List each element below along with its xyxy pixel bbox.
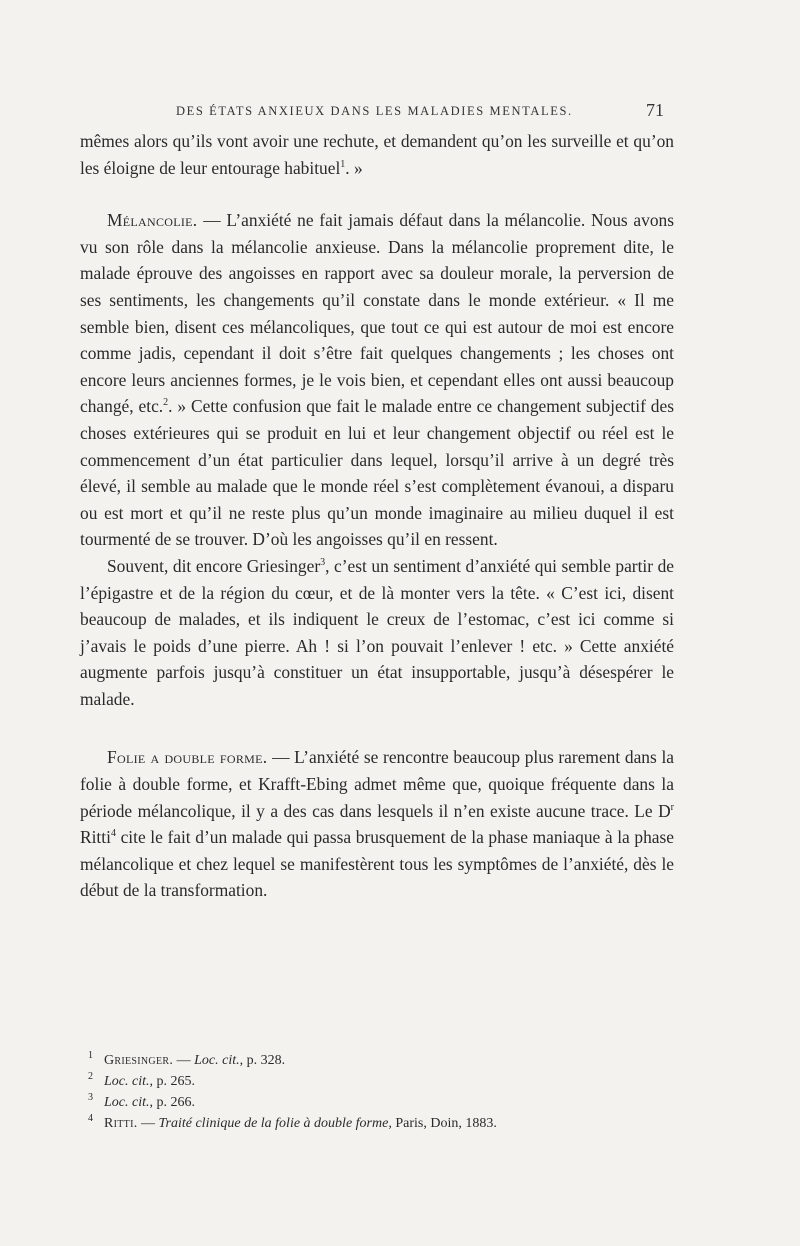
main-text xyxy=(80,128,674,904)
footnote-author: Griesinger. xyxy=(104,1053,174,1068)
footnote-ref: Traité clinique de la folie à double forme, xyxy=(158,1116,392,1131)
paragraph-2-text-b: . » Cette confusion que fait le malade entre ce changement subjectif des choses extérieures qui se produit en lui et leur changement objectif ou réel est le commencement d’un état particulier dans lequel, lorsqu’il arrive à un degré très élevé, il semble au malade que le monde réel s’est complètement évanoui, a disparu ou est mort et qu’il ne reste plus qu’un monde imaginaire au milieu duquel il est tourmenté de se trouver. D’où les angoisses qu’il en ressent. xyxy=(80,396,674,550)
paragraph-2-text-a: — L’anxiété ne fait jamais défaut dans la mélancolie. Nous avons vu son rôle dans la mélancolie anxieuse. Dans la mélancolie proprement dite, le malade éprouve des angoisses en rapport avec sa douleur morale, la perversion de ses sentiments, les changements qu’il constate dans le monde extérieur. « Il me semble bien, disent ces mélancoliques, que tout ce qui est autour de moi est encore comme jadis, cependant il doit s’être fait quelques changements ; les choses ont encore leurs anciennes formes, je le vois bien, et cependant elles ont aussi beaucoup changé, etc. xyxy=(80,210,674,417)
paragraph-melancolie xyxy=(80,207,674,553)
footnote-3: 3 Loc. cit., p. 266. xyxy=(88,1092,195,1110)
section-heading-melancolie: Mélancolie. xyxy=(107,210,198,231)
paragraph-griesinger xyxy=(80,553,674,713)
footnote-author: Ritti. xyxy=(104,1116,138,1131)
footnote-ref: Loc. cit. xyxy=(104,1074,150,1089)
footnote-rest: Paris, Doin, 1883. xyxy=(391,1116,497,1131)
paragraph-4-text-a: — L’anxiété se rencontre beaucoup plus rarement dans la folie à double forme, et Krafft-Ebing admet même que, quoique fréquente dans la période mélancolique, il y a des cas dans lesquels il n’en existe aucune trace. Le D xyxy=(80,747,674,821)
page-number: 71 xyxy=(646,100,664,120)
footnote-rest: , p. 328. xyxy=(239,1053,286,1068)
running-title: DES ÉTATS ANXIEUX DANS LES MALADIES MENTALES. xyxy=(176,104,573,118)
paragraph-1 xyxy=(80,128,674,181)
paragraph-3-text-b: , c’est un sentiment d’anxiété qui semble partir de l’épigastre et de la région du cœur, et de là monter vers la tête. « C’est ici, disent beaucoup de malades, et ils indiquent le creux de l’estomac, c’est ici comme si j’avais le poids d’une pierre. Ah ! si l’on pouvait l’enlever ! etc. » Cette anxiété augmente parfois jusqu’à constituer un état insupportable, jusqu’à désespérer le malade. xyxy=(80,555,675,709)
footnote-4: 4 Ritti. — Traité clinique de la folie à double forme, Paris, Doin, 1883. xyxy=(88,1113,497,1131)
footnote-ref: Loc. cit. xyxy=(194,1053,240,1068)
footnote-ref-2[interactable]: 2 xyxy=(163,397,169,409)
paragraph-folie-double-forme xyxy=(80,744,674,904)
footnote-rest: , p. 265. xyxy=(149,1074,195,1089)
paragraph-3-text-a: Souvent, dit encore Griesinger xyxy=(107,555,321,576)
doctor-abbrev-sup: r xyxy=(670,801,674,813)
footnote-ref-4[interactable]: 4 xyxy=(110,828,116,840)
paragraph-1-text: mêmes alors qu’ils vont avoir une rechute, et demandent qu’on les surveille et qu’on les éloigne de leur entourage habituel xyxy=(80,131,674,178)
paragraph-4-text-c: cite le fait d’un malade qui passa brusquement de la phase maniaque à la phase mélancolique et chez lequel se manifestèrent tous les symptômes de l’anxiété, dès le début de la transformation. xyxy=(80,827,674,901)
paragraph-1-end: . » xyxy=(345,157,363,178)
footnote-1: 1 Griesinger. — Loc. cit., p. 328. xyxy=(88,1050,286,1068)
paragraph-4-text-b: Ritti xyxy=(80,827,111,848)
section-heading-folie: Folie a double forme. xyxy=(107,747,268,768)
footnote-sep: — xyxy=(173,1053,195,1068)
footnote-ref-1[interactable]: 1 xyxy=(340,158,346,170)
footnote-2: 2 Loc. cit., p. 265. xyxy=(88,1071,195,1089)
footnote-rest: , p. 266. xyxy=(149,1095,195,1110)
footnotes xyxy=(88,1050,668,1134)
footnote-ref-3[interactable]: 3 xyxy=(320,557,326,569)
footnote-sep: — xyxy=(137,1116,159,1131)
footnote-ref: Loc. cit. xyxy=(104,1095,150,1110)
